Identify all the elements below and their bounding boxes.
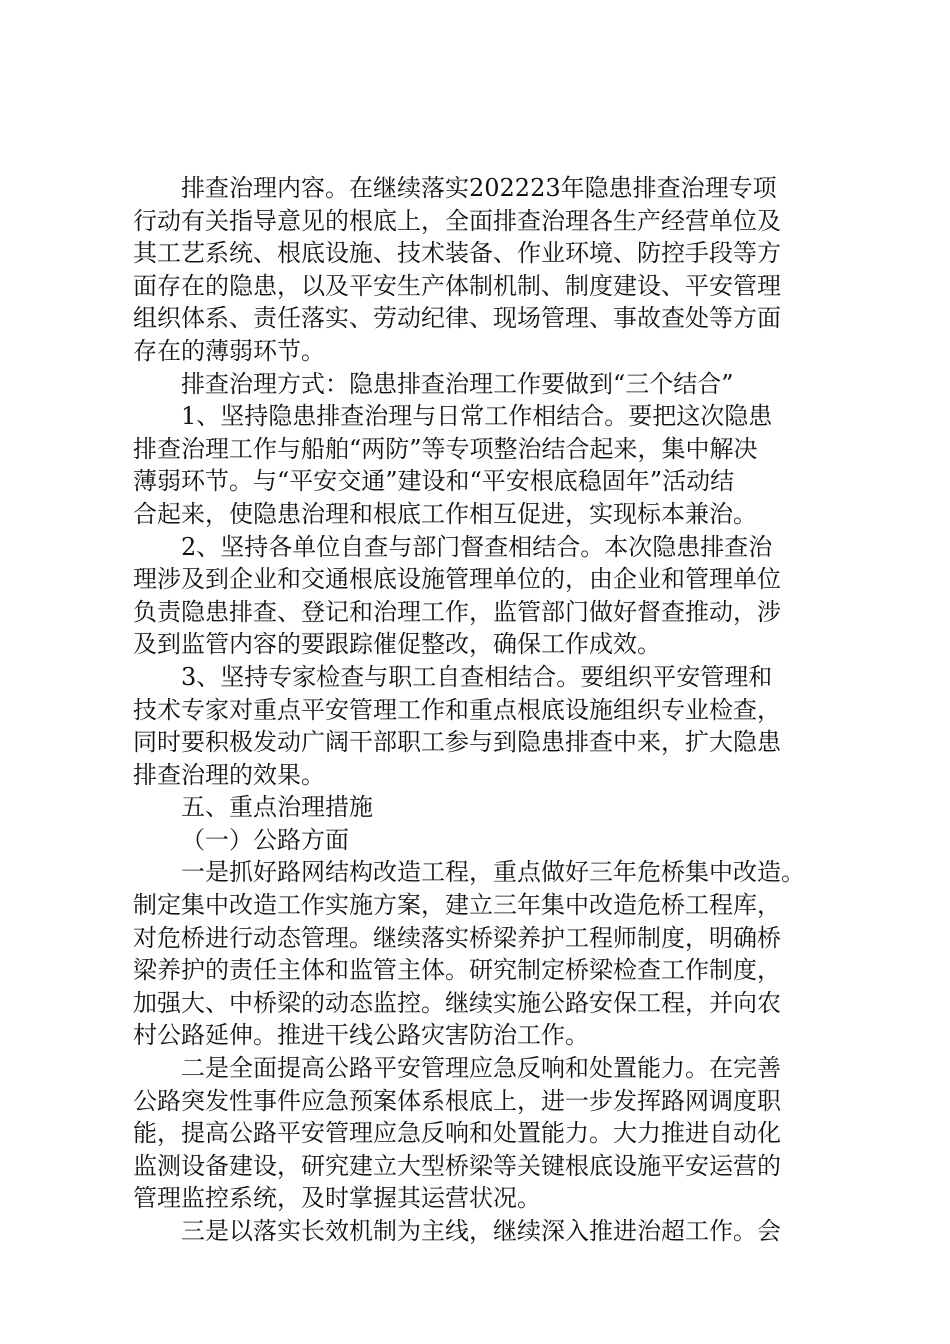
text-line: 五、重点治理措施 (181, 793, 373, 822)
text-line: 存在的薄弱环节。 (133, 336, 325, 365)
text-line: 管理监控系统，及时掌握其运营状况。 (133, 1184, 541, 1213)
paragraph (133, 368, 833, 401)
paragraph (133, 661, 833, 791)
paragraph (133, 824, 833, 857)
paragraph (133, 531, 833, 661)
text-line: 技术专家对重点平安管理工作和重点根底设施组织专业检查， (133, 695, 781, 724)
text-line: 制定集中改造工作实施方案，建立三年集中改造危桥工程库， (133, 891, 781, 920)
text-line: 同时要积极发动广阔干部职工参与到隐患排查中来，扩大隐患 (133, 728, 781, 757)
text-line: 其工艺系统、根底设施、技术装备、作业环境、防控手段等方 (133, 239, 781, 268)
text-line: 排查治理内容。在继续落实202223年隐患排查治理专项 (181, 174, 777, 202)
text-line: 二是全面提高公路平安管理应急反响和处置能力。在完善 (181, 1054, 781, 1083)
text-line: 合起来，使隐患治理和根底工作相互促进，实现标本兼治。 (133, 499, 757, 528)
text-line: 面存在的隐患，以及平安生产体制机制、制度建设、平安管理 (133, 271, 781, 300)
paragraph (133, 172, 833, 368)
document-body (133, 172, 833, 1248)
paragraph (133, 791, 833, 824)
text-line: 一是抓好路网结构改造工程，重点做好三年危桥集中改造。 (181, 858, 805, 887)
text-line: 行动有关指导意见的根底上，全面排查治理各生产经营单位及 (133, 206, 781, 235)
text-line: 理涉及到企业和交通根底设施管理单位的，由企业和管理单位 (133, 565, 781, 594)
text-line: 村公路延伸。推进干线公路灾害防治工作。 (133, 1021, 589, 1050)
paragraph (133, 1215, 833, 1248)
text-line: 1、坚持隐患排查治理与日常工作相结合。要把这次隐患 (181, 402, 773, 431)
text-line: （一）公路方面 (181, 825, 349, 854)
text-line: 排查治理工作与船舶“两防”等专项整治结合起来，集中解决 (133, 434, 758, 463)
text-line: 3、坚持专家检查与职工自查相结合。要组织平安管理和 (181, 662, 773, 691)
text-line: 组织体系、责任落实、劳动纪律、现场管理、事故查处等方面 (133, 304, 781, 333)
text-line: 能，提高公路平安管理应急反响和处置能力。大力推进自动化 (133, 1119, 781, 1148)
paragraph (133, 856, 833, 1052)
text-line: 2、坚持各单位自查与部门督查相结合。本次隐患排查治 (181, 532, 773, 561)
text-line: 梁养护的责任主体和监管主体。研究制定桥梁检查工作制度， (133, 956, 781, 985)
text-line: 及到监管内容的要跟踪催促整改，确保工作成效。 (133, 630, 661, 659)
text-line: 加强大、中桥梁的动态监控。继续实施公路安保工程，并向农 (133, 988, 781, 1017)
text-line: 排查治理方式：隐患排查治理工作要做到“三个结合” (181, 369, 734, 398)
text-line: 排查治理的效果。 (133, 760, 325, 789)
text-line: 监测设备建设，研究建立大型桥梁等关键根底设施平安运营的 (133, 1151, 781, 1180)
text-line: 公路突发性事件应急预案体系根底上，进一步发挥路网调度职 (133, 1086, 781, 1115)
text-line: 三是以落实长效机制为主线，继续深入推进治超工作。会 (181, 1217, 781, 1245)
paragraph (133, 400, 833, 530)
text-line: 负责隐患排查、登记和治理工作，监管部门做好督查推动，涉 (133, 597, 781, 626)
text-line: 对危桥进行动态管理。继续落实桥梁养护工程师制度，明确桥 (133, 923, 781, 952)
paragraph (133, 1052, 833, 1215)
text-line: 薄弱环节。与“平安交通”建设和“平安根底稳固年”活动结 (133, 467, 735, 496)
